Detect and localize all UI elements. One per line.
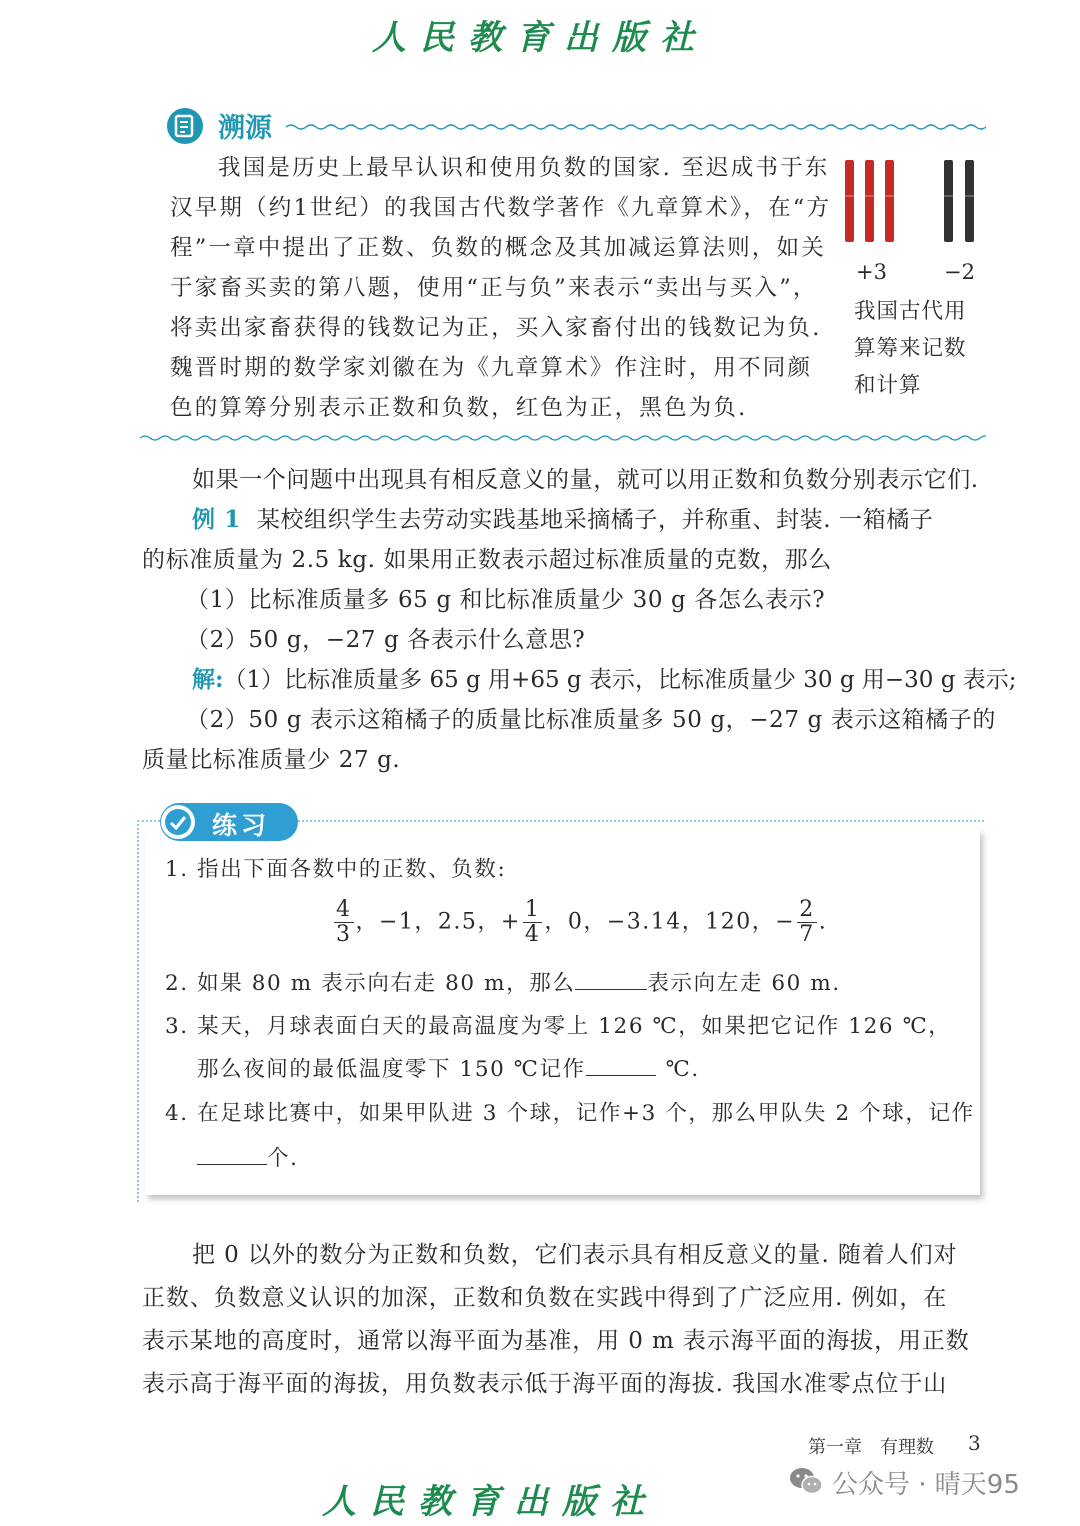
figure-caption [854,293,967,404]
exercise-question-4-line1: 4. 在足球比赛中，如果甲队进 3 个球，记作+3 个，那么甲队失 2 个球，记作 [165,1101,975,1126]
solution-text: 质量比标准质量少 27 g. [142,747,401,773]
question-text: 那么夜间的最低温度零下 150 ℃记作 [197,1057,586,1082]
conclusion-line: 正数、负数意义认识的加深，正数和负数在实践中得到了广泛应用. 例如，在 [142,1285,948,1311]
positive-rod-label: +3 [856,260,887,284]
chapter-label: 第一章 有理数 [808,1437,934,1458]
exercise-title: 练习 [212,811,271,840]
publisher-footer: 人民教育出版社 [322,1482,658,1522]
fraction: $\frac{2}{7}$ [799,897,815,948]
origin-line: 魏晋时期的数学家刘徽在为《九章算术》作注时，用不同颜 [170,355,813,381]
numbers-text: . [818,909,828,935]
caption-line: 和计算 [854,373,922,398]
example-text: 某校组织学生去劳动实践基地采摘橘子，并称重、封装. 一箱橘子 [256,507,934,533]
question-text: 个. [267,1146,299,1171]
question-text: ℃. [665,1057,700,1082]
fraction: $\frac{1}{4}$ [524,897,541,948]
solution-label: 解: [192,666,224,693]
main-section [142,460,1017,780]
caption-line: 我国古代用 [854,299,967,324]
exercise-question-1: 1. 指出下面各数中的正数、负数: [165,857,507,882]
answer-blank[interactable] [197,1138,267,1165]
origin-line: 色的算筹分别表示正数和负数，红色为正，黑色为负. [170,395,748,421]
numbers-text: ，−1，2.5，+ [355,909,521,935]
origin-paragraph [170,148,831,428]
numbers-text: ，0，−3.14，120，− [544,909,796,935]
example-label: 例 1 [192,506,241,533]
page-number: 3 [968,1431,981,1455]
exercise-question-3-line1: 3. 某天，月球表面白天的最高温度为零上 126 ℃，如果把它记作 126 ℃， [165,1014,952,1039]
number-list [332,898,827,947]
origin-icon [165,106,205,146]
counting-rods-figure [840,158,990,248]
origin-line: 我国是历史上最早认识和使用负数的国家. 至迟成书于东 [218,155,830,181]
example-line [142,500,1017,540]
conclusion-line: 表示某地的高度时，通常以海平面为基准，用 0 m 表示海平面的海拔，用正数 [142,1328,970,1354]
exercise-question-4-line2 [197,1137,299,1181]
origin-line: 将卖出家畜获得的钱数记为正，买入家畜付出的钱数记为负. [170,315,822,341]
question-text: 表示向左走 60 m. [647,971,841,996]
conclusion-paragraph [142,1234,970,1406]
exercise-icon [158,803,198,841]
solution-line [142,660,1017,700]
answer-blank[interactable] [586,1049,656,1076]
publisher-header: 人民教育出版社 [372,18,708,58]
origin-line: 程”一章中提出了正数、负数的概念及其加减运算法则，如关 [170,235,826,261]
example-question-2: （2）50 g，−27 g 各表示什么意思? [186,627,586,653]
exercise-question-2 [165,962,841,1006]
answer-blank[interactable] [575,963,647,990]
example-text: 的标准质量为 2.5 kg. 如果用正数表示超过标准质量的克数，那么 [142,547,832,573]
example-question-1: （1）比标准质量多 65 g 和比标准质量少 30 g 各怎么表示? [186,587,826,613]
question-text: 2. 如果 80 m 表示向右走 80 m，那么 [165,971,576,996]
origin-title: 溯源 [218,113,272,144]
conclusion-line: 表示高于海平面的海拔，用负数表示低于海平面的海拔. 我国水准零点位于山 [142,1371,948,1397]
fraction: $\frac{4}{3}$ [336,897,352,948]
solution-text: （2）50 g 表示这箱橘子的质量比标准质量多 50 g，−27 g 表示这箱橘子的 [186,707,996,733]
negative-rod-label: −2 [944,260,975,284]
solution-text: （1）比标准质量多 65 g 用+65 g 表示，比标准质量少 30 g 用−30 g 表示; [223,667,1017,693]
watermark-text: 公众号 · 晴天95 [832,1470,1020,1500]
exercise-question-3-line2 [197,1048,700,1092]
origin-line: 于家畜买卖的第八题，使用“正与负”来表示“卖出与买入”， [170,275,818,301]
intro-text: 如果一个问题中出现具有相反意义的量，就可以用正数和负数分别表示它们. [192,467,979,493]
origin-top-divider [286,123,986,131]
origin-line: 汉早期（约1世纪）的我国古代数学著作《九章算术》，在“方 [170,195,832,221]
origin-bottom-divider [140,434,986,442]
caption-line: 算筹来记数 [854,336,967,361]
conclusion-line: 把 0 以外的数分为正数和负数，它们表示具有相反意义的量. 随着人们对 [192,1242,958,1268]
